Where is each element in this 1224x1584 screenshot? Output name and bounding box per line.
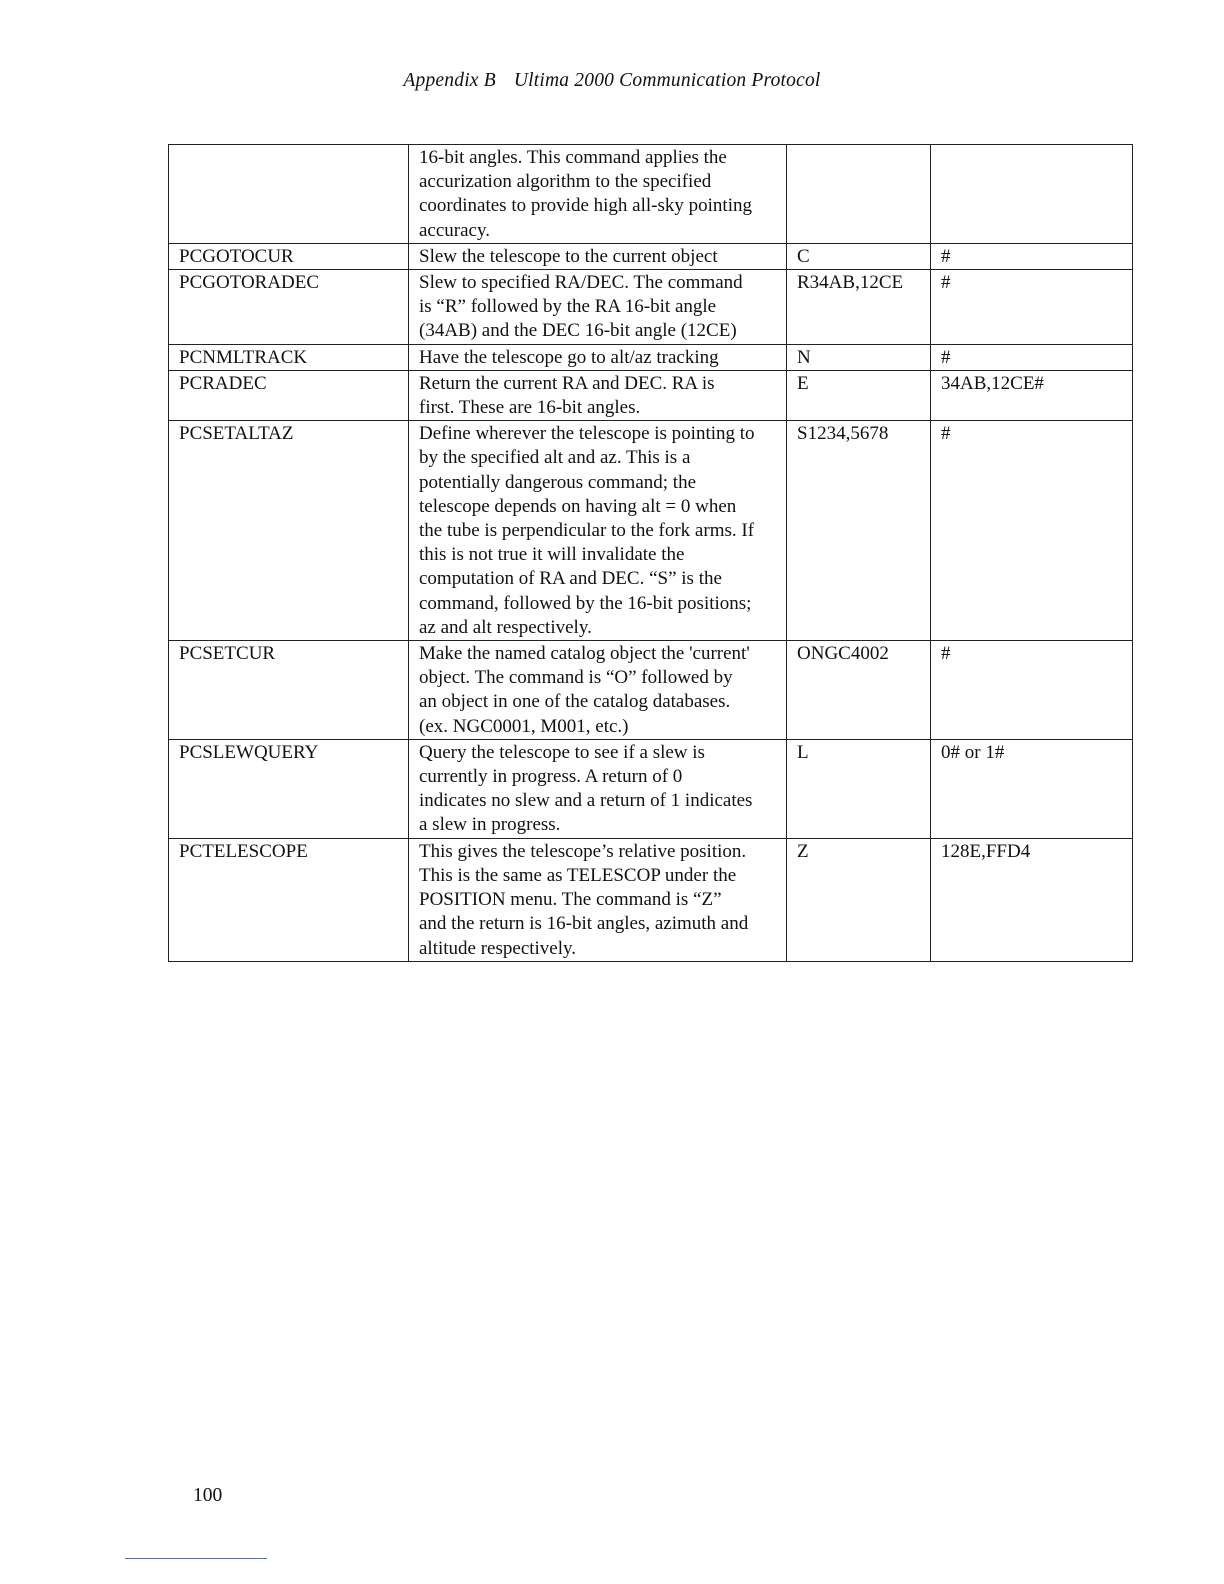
command-return-cell: 0# or 1# xyxy=(931,739,1133,838)
command-return-cell: # xyxy=(931,243,1133,269)
command-description-cell xyxy=(409,421,787,641)
command-send-cell: E xyxy=(787,370,931,420)
running-header xyxy=(0,70,1224,92)
description-line: currently in progress. A return of 0 xyxy=(419,766,683,788)
command-return-cell xyxy=(931,145,1133,244)
table-row xyxy=(169,838,1133,961)
description-line: a slew in progress. xyxy=(419,814,561,836)
appendix-label: Appendix B xyxy=(403,70,496,91)
command-return-cell: # xyxy=(931,270,1133,345)
table-row xyxy=(169,739,1133,838)
command-return-cell: # xyxy=(931,641,1133,740)
command-name-cell: PCSLEWQUERY xyxy=(169,739,409,838)
table-row xyxy=(169,641,1133,740)
table-row xyxy=(169,421,1133,641)
footer-rule xyxy=(125,1558,267,1559)
command-description-cell xyxy=(409,739,787,838)
description-line: and the return is 16-bit angles, azimuth and xyxy=(419,913,749,935)
description-line: command, followed by the 16-bit positions; xyxy=(419,592,752,614)
command-description-cell xyxy=(409,838,787,961)
command-description-cell xyxy=(409,270,787,345)
command-name-cell: PCGOTOCUR xyxy=(169,243,409,269)
description-line: by the specified alt and az. This is a xyxy=(419,447,691,469)
command-description-cell xyxy=(409,344,787,370)
command-description-cell xyxy=(409,641,787,740)
description-line: This gives the telescope’s relative position. xyxy=(419,840,747,862)
command-table xyxy=(168,144,1133,962)
command-send-cell: L xyxy=(787,739,931,838)
command-name-cell xyxy=(169,145,409,244)
description-line: an object in one of the catalog databases. xyxy=(419,691,731,713)
command-return-cell: # xyxy=(931,344,1133,370)
description-line: telescope depends on having alt = 0 when xyxy=(419,495,737,517)
description-line: POSITION menu. The command is “Z” xyxy=(419,889,722,911)
description-line: coordinates to provide high all-sky pointing xyxy=(419,195,752,217)
description-line: Slew the telescope to the current object xyxy=(419,245,718,267)
description-line: Slew to specified RA/DEC. The command xyxy=(419,272,743,294)
description-line: az and alt respectively. xyxy=(419,616,592,638)
description-line: object. The command is “O” followed by xyxy=(419,667,733,689)
table-row xyxy=(169,370,1133,420)
command-return-cell: 34AB,12CE# xyxy=(931,370,1133,420)
description-line: computation of RA and DEC. “S” is the xyxy=(419,568,722,590)
table-row xyxy=(169,270,1133,345)
description-line: Return the current RA and DEC. RA is xyxy=(419,372,715,394)
command-name-cell: PCSETCUR xyxy=(169,641,409,740)
description-line: Make the named catalog object the 'current' xyxy=(419,643,750,665)
command-return-cell: # xyxy=(931,421,1133,641)
command-return-cell: 128E,FFD4 xyxy=(931,838,1133,961)
command-send-cell xyxy=(787,145,931,244)
description-line: Query the telescope to see if a slew is xyxy=(419,741,705,763)
description-line: (34AB) and the DEC 16-bit angle (12CE) xyxy=(419,320,737,342)
command-name-cell: PCNMLTRACK xyxy=(169,344,409,370)
description-line: (ex. NGC0001, M001, etc.) xyxy=(419,715,629,737)
command-send-cell: ONGC4002 xyxy=(787,641,931,740)
command-description-cell xyxy=(409,243,787,269)
description-line: the tube is perpendicular to the fork arms. If xyxy=(419,520,755,542)
command-name-cell: PCRADEC xyxy=(169,370,409,420)
description-line: This is the same as TELESCOP under the xyxy=(419,864,737,886)
command-name-cell: PCTELESCOPE xyxy=(169,838,409,961)
document-title: Ultima 2000 Communication Protocol xyxy=(513,70,821,91)
command-send-cell: S1234,5678 xyxy=(787,421,931,641)
table-row xyxy=(169,145,1133,244)
description-line: accurization algorithm to the specified xyxy=(419,171,712,193)
table-row xyxy=(169,344,1133,370)
description-line: is “R” followed by the RA 16-bit angle xyxy=(419,296,717,318)
command-send-cell: Z xyxy=(787,838,931,961)
description-line: accuracy. xyxy=(419,219,491,241)
description-line: 16-bit angles. This command applies the xyxy=(419,147,727,168)
command-name-cell: PCGOTORADEC xyxy=(169,270,409,345)
table-row xyxy=(169,243,1133,269)
description-line: indicates no slew and a return of 1 indicates xyxy=(419,790,753,812)
description-line: this is not true it will invalidate the xyxy=(419,544,685,566)
command-description-cell xyxy=(409,370,787,420)
command-table-body xyxy=(169,145,1133,962)
page-number: 100 xyxy=(193,1485,223,1506)
description-line: first. These are 16-bit angles. xyxy=(419,397,641,419)
command-send-cell: R34AB,12CE xyxy=(787,270,931,345)
command-send-cell: C xyxy=(787,243,931,269)
description-line: potentially dangerous command; the xyxy=(419,471,697,493)
command-send-cell: N xyxy=(787,344,931,370)
description-line: Have the telescope go to alt/az tracking xyxy=(419,346,719,368)
command-description-cell xyxy=(409,145,787,244)
description-line: Define wherever the telescope is pointing to xyxy=(419,423,755,445)
description-line: altitude respectively. xyxy=(419,937,577,959)
command-name-cell: PCSETALTAZ xyxy=(169,421,409,641)
